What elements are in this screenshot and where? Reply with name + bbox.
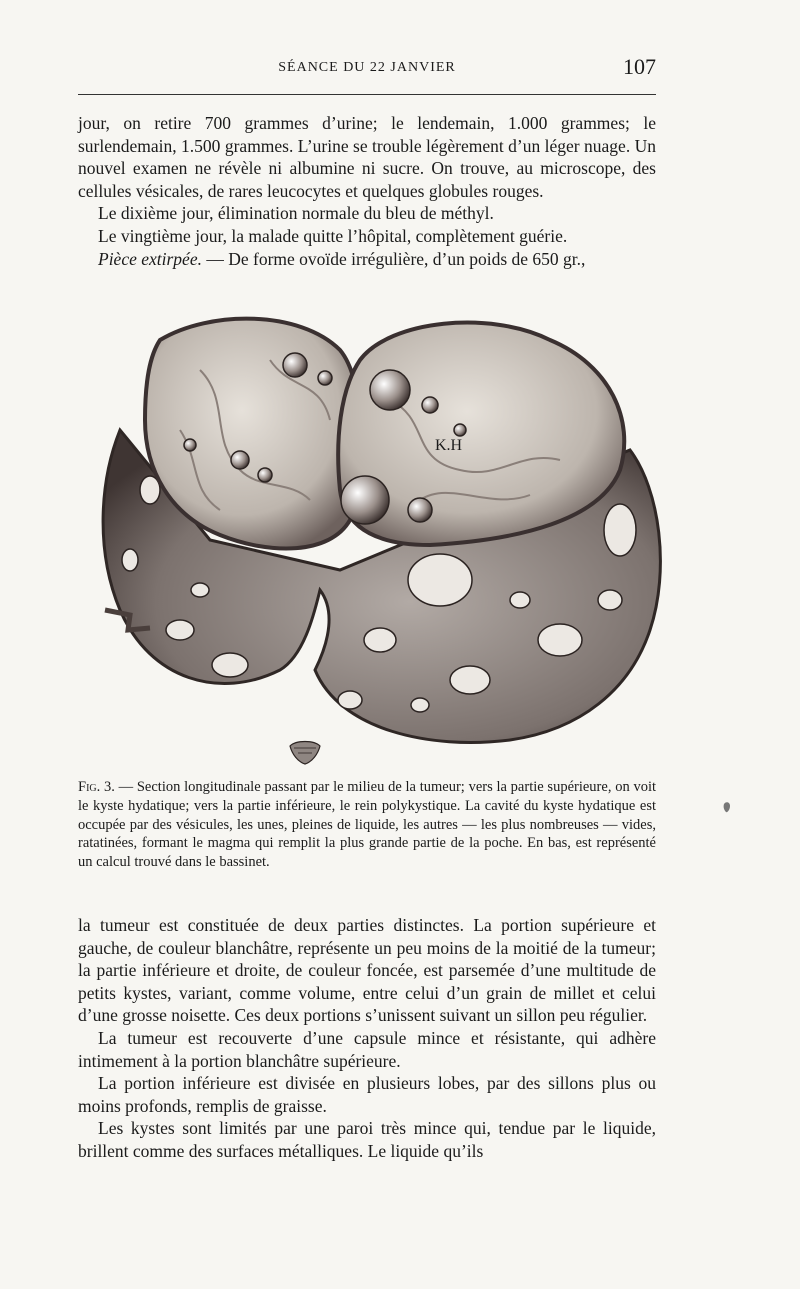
running-head: SÉANCE DU 22 JANVIER (278, 60, 456, 75)
paragraph: la tumeur est constituée de deux parties distinctes. La portion supérieure et gauche, de couleur blanchâtre, représente un peu moins de la moitié de la tumeur; la partie inférieure et droite, de couleur foncée, est parsemée d’une multitude de petits kystes, variant, comme volume, entre celui d’un grain de millet et celui d’une grosse noisette. Ces deux portions s’unissent suivant un sillon peu régulier. (78, 915, 656, 1026)
page-header (78, 54, 656, 80)
italic-heading: Pièce extirpée. (98, 248, 202, 269)
tumor-section-illustration (90, 310, 675, 750)
ink-speck (722, 800, 732, 814)
paragraph: Le vingtième jour, la malade quitte l’hôpital, complètement guérie. (98, 225, 568, 246)
paragraph: La tumeur est recouverte d’une capsule mince et résistante, qui adhère intimement à la portion blanchâtre supérieure. (78, 1027, 656, 1071)
body-text-bottom (78, 914, 656, 1163)
figure-caption (78, 778, 656, 872)
paragraph-text: — De forme ovoïde irrégulière, d’un poids de 650 gr., (201, 248, 586, 269)
calculus-illustration (286, 738, 324, 766)
paragraph (78, 248, 656, 271)
body-text-top (78, 112, 656, 270)
paragraph: Les kystes sont limités par une paroi très mince qui, tendue par le liquide, brillent comme des surfaces métalliques. Le liquide qu’ils (78, 1118, 656, 1161)
paragraph: La portion inférieure est divisée en plusieurs lobes, par des sillons plus ou moins profonds, remplis de graisse. (78, 1073, 656, 1116)
paragraph: Le dixième jour, élimination normale du bleu de méthyl. (98, 203, 494, 224)
caption-text: — Section longitudinale passant par le milieu de la tumeur; vers la partie supérieure, on voit le kyste hydatique; vers la partie inférieure, le rein polykystique. La cavité du kyste hydatique est occupée par des vésicules, les unes, pleines de liquide, les autres — les plus nombreuses — vides, ratatinées, formant le magma qui remplit la plus grande partie de la poche. En bas, est représenté un calcul trouvé dans le bassinet. (78, 779, 657, 871)
paragraph: jour, on retire 700 grammes d’urine; le lendemain, 1.000 grammes; le surlendemain, 1.500 grammes. L’urine se trouble légèrement d’un léger nuage. Un nouvel examen ne révèle ni albumine ni sucre. On trouve, au microscope, des cellules vésicales, de rares leucocytes et quelques globules rouges. (78, 113, 656, 201)
cyst-label: K.H (435, 437, 463, 454)
figure-number: Fig. 3. (78, 779, 115, 795)
header-rule (78, 94, 656, 95)
page-number: 107 (623, 54, 656, 79)
